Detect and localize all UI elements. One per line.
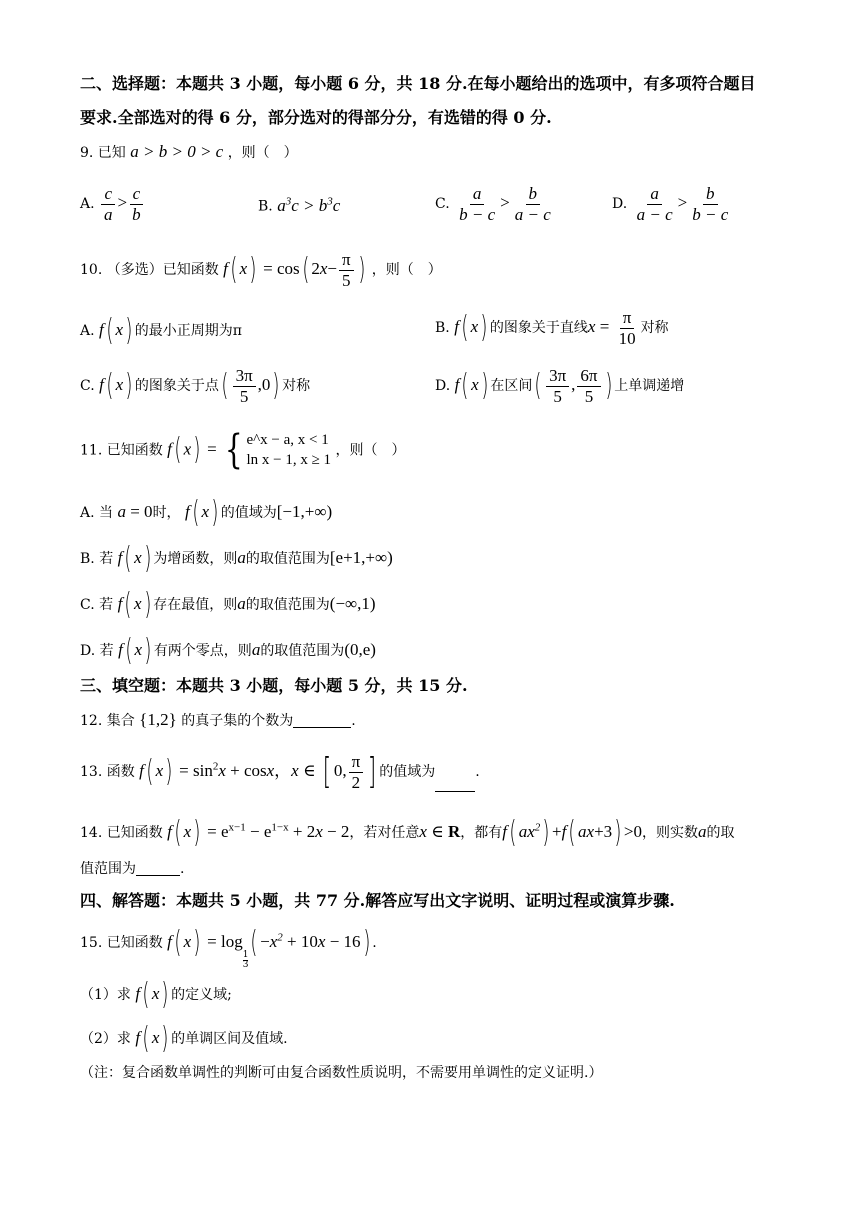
question-14: 14. 已知函数 f( $x) = e^{x-1} - e^{1-x} + 2x - 2$，若对任意x ∈ R，都有f( $ax^2) +f$( ax+3) >0，则实数a的取 — [80, 815, 735, 850]
section3-heading: 三、填空题：本题共 3 小题，每小题 5 分，共 15 分. — [80, 676, 468, 695]
q10-option-b[interactable]: B. f( x) 的图象关于直线x = $\frac{\pi}{10}$ 对称 — [435, 308, 669, 348]
q11-option-d[interactable]: D. 若 f( x) 有两个零点，则a的取值范围为(0,e) — [80, 633, 376, 668]
q10-option-d[interactable]: D. f( x) 在区间( $\frac{3\pi}{5}$ , $\frac{6\pi}{5}$ ) 上单调递增 — [435, 366, 685, 406]
q11-option-a[interactable]: A. 当 a = 0时， f( x) 的值域为[−1,+∞) — [80, 495, 333, 530]
section2-heading-line1: 二、选择题：本题共 3 小题，每小题 6 分，共 18 分.在每小题给出的选项中，有多项符合题目 — [80, 74, 756, 93]
question-13: 13. 函数 f( $x) = \sin^2x + \cos x$，x ∈ [ 0, $\frac{\pi}{2}$ ] 的值域为 . — [80, 751, 480, 793]
section2-heading-line2: 要求.全部选对的得 6 分，部分选对的得部分分，有选错的得 0 分. — [80, 108, 552, 127]
q15-note: （注：复合函数单调性的判断可由复合函数性质说明，不需要用单调性的定义证明.） — [80, 1065, 603, 1081]
question-14-line2: 值范围为 . — [80, 861, 185, 877]
q13-answer-blank[interactable] — [435, 791, 475, 792]
q12-answer-blank[interactable] — [293, 727, 351, 728]
question-10: 10. （多选）已知函数 f( x) = cos( 2x− $\frac{\pi}{5}$ ) ，则（ ） — [80, 250, 442, 290]
question-15: 15. 已知函数 f( x) = log $\frac{1}{3}$ ( $-x^2 + 10x - 16$) . — [80, 925, 377, 970]
q11-option-b[interactable]: B. 若 f( x) 为增函数，则a的取值范围为[e+1,+∞) — [80, 541, 393, 576]
question-12: 12. 集合 {1,2} 的真子集的个数为 . — [80, 710, 356, 729]
q11-case-1: e^x − a, x < 1 — [246, 432, 329, 448]
q11-option-c[interactable]: C. 若 f( x) 存在最值，则a的取值范围为(−∞,1) — [80, 587, 376, 622]
q9-option-a[interactable]: A. $\frac{c}{a}$ > $\frac{c}{b}$ — [80, 184, 146, 224]
q10-option-a[interactable]: A. f( x) 的最小正周期为π — [80, 313, 242, 348]
section4-heading: 四、解答题：本题共 5 小题，共 77 分.解答应写出文字说明、证明过程或演算步骤. — [80, 891, 675, 910]
question-11: 11. 已知函数 f( x) = { e^x − a, x < 1 ln x − 1, x ≥ 1 ，则（ ） — [80, 427, 406, 474]
q10-option-c[interactable]: C. f( x) 的图象关于点( $\frac{3\pi}{5}$ ,0) 对称 — [80, 366, 311, 406]
q11-case-2: ln x − 1, x ≥ 1 — [246, 452, 332, 469]
q15-part-1: （1）求 f( x) 的定义域; — [80, 977, 232, 1012]
q15-part-2: （2）求 f( x) 的单调区间及值域. — [80, 1021, 288, 1056]
q14-answer-blank[interactable] — [136, 875, 180, 876]
question-9: 9. 已知 a > b > 0 > c ，则（ ） — [80, 142, 298, 161]
q9-option-c[interactable]: C. $\frac{a}{b - c}$ > $\frac{b}{a - c}$ — [435, 184, 551, 224]
q9-option-d[interactable]: D. $\frac{a}{a - c}$ > $\frac{b}{b - c}$ — [612, 184, 729, 224]
q9-condition: a > b > 0 > c — [130, 142, 224, 161]
q9-option-b[interactable]: B. $a^3c > b^3c$ — [258, 195, 341, 215]
